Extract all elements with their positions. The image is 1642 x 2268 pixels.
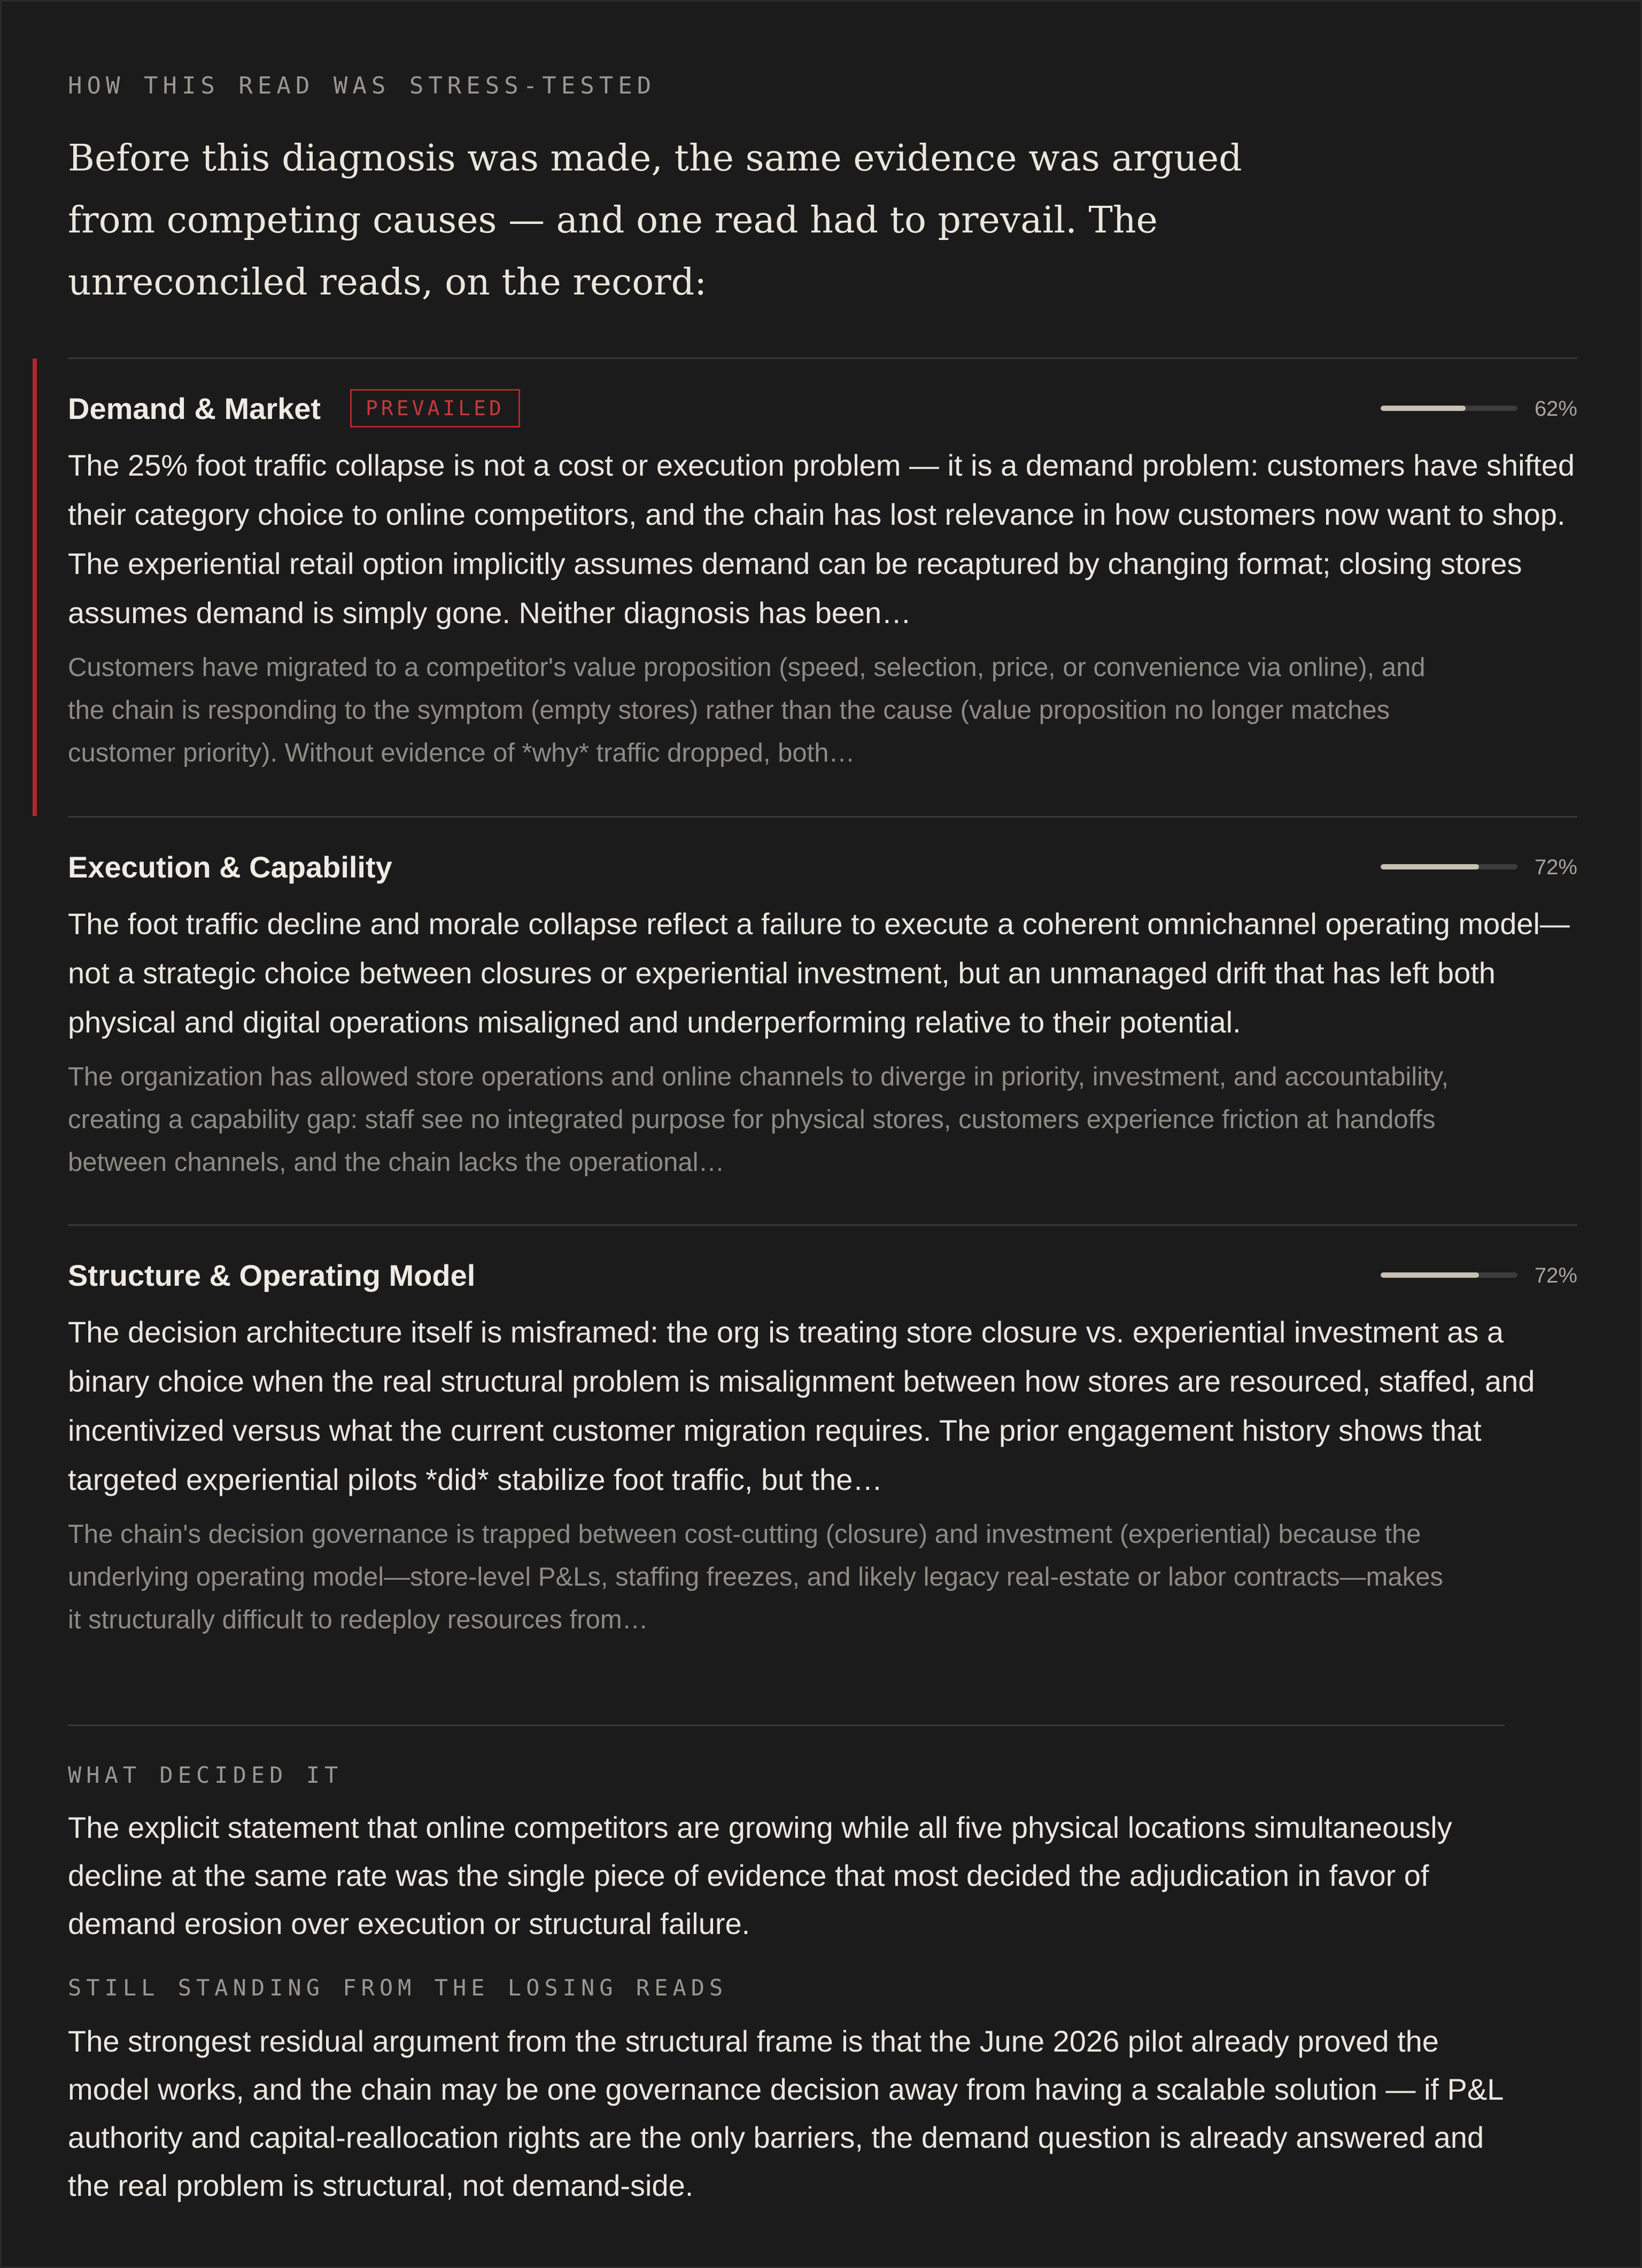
what-decided-label: WHAT DECIDED IT xyxy=(68,1762,343,1788)
divider xyxy=(68,358,1577,359)
confidence-meter xyxy=(1381,864,1517,869)
read-card-structure-operating-model xyxy=(68,1254,1577,1641)
intro-paragraph: Before this diagnosis was made, the same evidence was argued from competing causes — and one read had to prevail. The unreconciled reads, on the record: xyxy=(68,137,1242,304)
read-title: Demand & Market xyxy=(68,392,321,425)
confidence-meter-fill xyxy=(1381,1272,1479,1278)
read-summary: The decision architecture itself is misframed: the org is treating store closure vs. experiential investment as a binary choice when the real structural problem is misalignment between how stores are resourced, staffed, and incentivized versus what the current customer migration requires. The prior engagement history shows that targeted experiential pilots *did* stabilize foot traffic, but the… xyxy=(68,1315,1535,1496)
confidence-meter-fill xyxy=(1381,864,1479,869)
confidence-percent: 62% xyxy=(1534,397,1577,421)
divider xyxy=(68,816,1577,818)
confidence-meter xyxy=(1381,406,1517,411)
divider xyxy=(68,1725,1505,1726)
read-detail: The chain's decision governance is trapped between cost-cutting (closure) and investment (experiential) because the underlying operating model—store-level P&Ls, staffing freezes, and likely legacy real-estate or labor contracts—makes it structurally difficult to redeploy resources from… xyxy=(68,1520,1443,1634)
read-detail: Customers have migrated to a competitor's value proposition (speed, selection, price, or convenience via online), and the chain is responding to the symptom (empty stores) rather than the cause (value proposition no longer matches customer priority). Without evidence of *why* traffic dropped, both… xyxy=(68,653,1426,767)
read-title: Structure & Operating Model xyxy=(68,1259,476,1292)
read-card-execution-capability xyxy=(68,846,1577,1184)
confidence-percent: 72% xyxy=(1534,1264,1577,1287)
prevailed-badge: PREVAILED xyxy=(350,389,520,428)
read-title: Execution & Capability xyxy=(68,850,392,884)
read-card-header xyxy=(68,1254,1577,1297)
confidence-meter xyxy=(1381,1272,1517,1278)
read-card-header xyxy=(68,387,1577,430)
still-standing-text: The strongest residual argument from the structural frame is that the June 2026 pilot already proved the model works, and the chain may be one governance decision away from having a scalable solution — if P&L authority and capital-reallocation rights are the only barriers, the demand question is already answered and the real problem is structural, not demand-side. xyxy=(68,2024,1503,2202)
confidence-meter-fill xyxy=(1381,406,1466,411)
divider xyxy=(68,1224,1577,1226)
what-decided-text: The explicit statement that online competitors are growing while all five physical locations simultaneously decline at the same rate was the single piece of evidence that most decided the adjudication in favor of demand erosion over execution or structural failure. xyxy=(68,1811,1452,1940)
still-standing-label: STILL STANDING FROM THE LOSING READS xyxy=(68,1975,728,2001)
read-summary: The 25% foot traffic collapse is not a cost or execution problem — it is a demand problem: customers have shifted their category choice to online competitors, and the chain has lost relevance in how customers now want to shop. The experiential retail option implicitly assumes demand can be recaptured by changing format; closing stores assumes demand is simply gone. Neither diagnosis has been… xyxy=(68,448,1575,630)
read-detail: The organization has allowed store operations and online channels to diverge in priority, investment, and accountability, creating a capability gap: staff see no integrated purpose for physical stores, customers experience friction at handoffs between channels, and the chain lacks the operational… xyxy=(68,1062,1449,1177)
prevailed-accent-bar xyxy=(33,359,37,816)
read-summary: The foot traffic decline and morale collapse reflect a failure to execute a coherent omnichannel operating model—not a strategic choice between closures or experiential investment, but an unmanaged drift that has left both physical and digital operations misaligned and underperforming relative to their potential. xyxy=(68,907,1570,1039)
confidence-percent: 72% xyxy=(1534,856,1577,879)
read-card-header xyxy=(68,846,1577,889)
read-card-demand-market xyxy=(68,387,1577,774)
section-eyebrow: HOW THIS READ WAS STRESS-TESTED xyxy=(68,72,656,99)
